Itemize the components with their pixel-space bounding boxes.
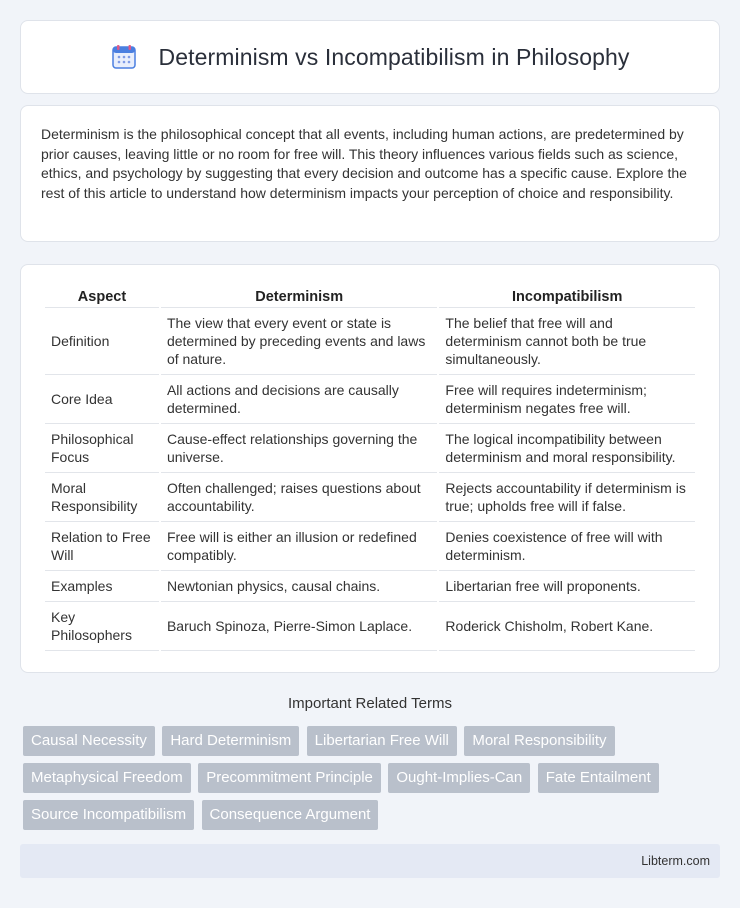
table-cell-determinism: The view that every event or state is determined by preceding events and laws of nature. <box>161 308 437 375</box>
table-row <box>45 522 695 571</box>
table-header-row <box>45 285 695 308</box>
table-cell-determinism: All actions and decisions are causally determined. <box>161 375 437 424</box>
table-cell-aspect: Core Idea <box>45 375 159 424</box>
table-cell-determinism: Newtonian physics, causal chains. <box>161 571 437 602</box>
table-row <box>45 308 695 375</box>
table-cell-incompatibilism: The logical incompatibility between determinism and moral responsibility. <box>439 424 695 473</box>
table-row <box>45 602 695 651</box>
table-cell-determinism: Baruch Spinoza, Pierre-Simon Laplace. <box>161 602 437 651</box>
table-cell-aspect: Relation to Free Will <box>45 522 159 571</box>
table-cell-incompatibilism: Rejects accountability if determinism is true; upholds free will if false. <box>439 473 695 522</box>
related-term-tag[interactable]: Hard Determinism <box>162 726 299 756</box>
table-cell-aspect: Philosophical Focus <box>45 424 159 473</box>
comparison-card <box>20 264 720 673</box>
table-cell-incompatibilism: Free will requires indeterminism; determinism negates free will. <box>439 375 695 424</box>
table-cell-incompatibilism: Roderick Chisholm, Robert Kane. <box>439 602 695 651</box>
related-term-tag[interactable]: Fate Entailment <box>538 763 659 793</box>
table-cell-aspect: Examples <box>45 571 159 602</box>
intro-card <box>20 105 720 242</box>
header-aspect: Aspect <box>45 285 159 308</box>
table-row <box>45 571 695 602</box>
header-incompatibilism: Incompatibilism <box>439 285 695 308</box>
related-terms-list <box>23 726 723 837</box>
footer-brand-link[interactable]: Libterm.com <box>641 854 710 868</box>
table-cell-aspect: Definition <box>45 308 159 375</box>
related-term-tag[interactable]: Source Incompatibilism <box>23 800 194 830</box>
table-row <box>45 473 695 522</box>
table-cell-incompatibilism: Libertarian free will proponents. <box>439 571 695 602</box>
table-cell-incompatibilism: The belief that free will and determinism cannot both be true simultaneously. <box>439 308 695 375</box>
table-row <box>45 424 695 473</box>
related-term-tag[interactable]: Consequence Argument <box>202 800 379 830</box>
related-term-tag[interactable]: Libertarian Free Will <box>307 726 457 756</box>
table-cell-incompatibilism: Denies coexistence of free will with determinism. <box>439 522 695 571</box>
table-cell-determinism: Cause-effect relationships governing the universe. <box>161 424 437 473</box>
related-term-tag[interactable]: Metaphysical Freedom <box>23 763 191 793</box>
intro-paragraph: Determinism is the philosophical concept that all events, including human actions, are predetermined by prior causes, leaving little or no room for free will. This theory influences various fields such as science, ethics, and psychology by suggesting that every decision and outcome has a specific cause. Explore the rest of this article to understand how determinism impacts your perception of choice and responsibility. <box>41 126 687 201</box>
page-title: Determinism vs Incompatibilism in Philosophy <box>158 43 630 70</box>
related-terms-title: Important Related Terms <box>288 695 452 712</box>
header-determinism: Determinism <box>161 285 437 308</box>
related-term-tag[interactable]: Ought-Implies-Can <box>388 763 530 793</box>
comparison-table <box>43 285 697 651</box>
related-term-tag[interactable]: Causal Necessity <box>23 726 155 756</box>
table-row <box>45 375 695 424</box>
table-cell-determinism: Free will is either an illusion or redefined compatibly. <box>161 522 437 571</box>
table-cell-aspect: Key Philosophers <box>45 602 159 651</box>
table-cell-aspect: Moral Responsibility <box>45 473 159 522</box>
title-card <box>20 20 720 94</box>
table-cell-determinism: Often challenged; raises questions about accountability. <box>161 473 437 522</box>
footer <box>20 844 720 878</box>
related-term-tag[interactable]: Precommitment Principle <box>198 763 381 793</box>
calendar-icon <box>111 44 137 70</box>
related-term-tag[interactable]: Moral Responsibility <box>464 726 614 756</box>
